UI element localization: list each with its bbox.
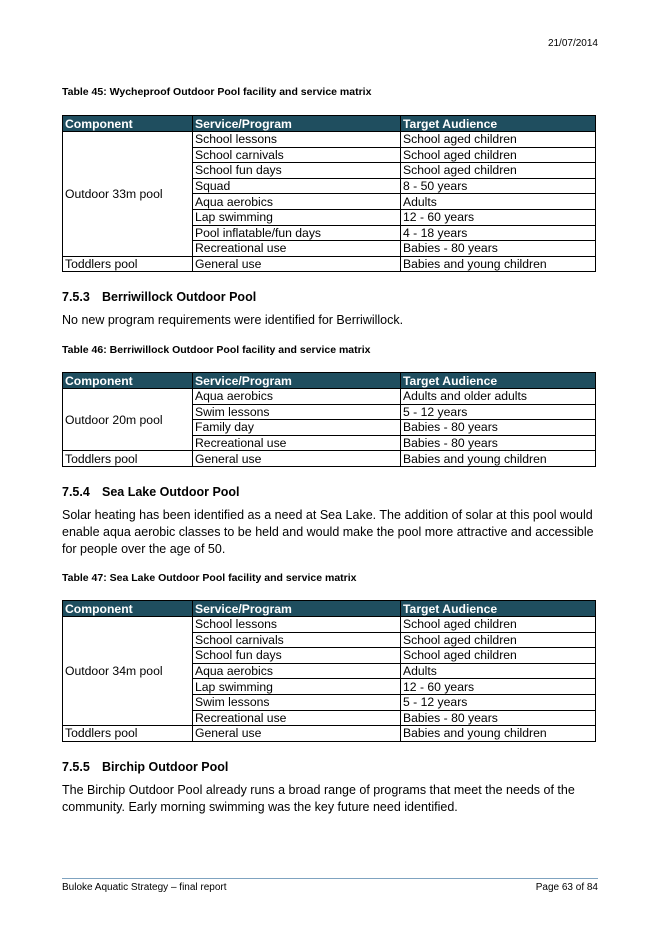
column-header: Service/Program [193,116,401,132]
service-cell: School carnivals [193,147,401,163]
table-47-caption: Table 47: Sea Lake Outdoor Pool facility and service matrix [62,572,357,584]
footer-report-title: Buloke Aquatic Strategy – final report [62,882,227,893]
column-header: Component [63,373,193,389]
component-cell: Toddlers pool [63,726,193,742]
column-header: Service/Program [193,373,401,389]
service-cell: Lap swimming [193,679,401,695]
audience-cell: 5 - 12 years [401,404,596,420]
section-7-5-3-heading [62,290,256,304]
audience-cell: Adults [401,663,596,679]
section-7-5-3-text: No new program requirements were identified for Berriwillock. [62,313,404,327]
column-header: Component [63,116,193,132]
table-row [63,389,596,405]
audience-cell: Babies and young children [401,726,596,742]
service-cell: School carnivals [193,632,401,648]
table-header-row [63,373,596,389]
audience-cell: 12 - 60 years [401,209,596,225]
section-7-5-4-heading [62,485,240,499]
component-cell: Outdoor 33m pool [63,132,193,257]
service-cell: School lessons [193,132,401,148]
audience-cell: School aged children [401,648,596,664]
column-header: Component [63,601,193,617]
service-cell: Aqua aerobics [193,389,401,405]
component-cell: Toddlers pool [63,256,193,272]
section-7-5-4-text: Solar heating has been identified as a need at Sea Lake. The addition of solar at this pool would enable aqua aerobic classes to be held and would make the pool more attractive and accessible for people over the age of 50. [62,508,594,556]
service-cell: General use [193,451,401,467]
audience-cell: Babies and young children [401,256,596,272]
service-cell: Swim lessons [193,694,401,710]
section-number: 7.5.5 [62,760,90,774]
audience-cell: Adults and older adults [401,389,596,405]
section-7-5-5-heading [62,760,228,774]
section-title: Birchip Outdoor Pool [102,760,229,774]
audience-cell: 8 - 50 years [401,178,596,194]
table-row [63,132,596,148]
service-cell: General use [193,256,401,272]
audience-cell: Babies - 80 years [401,420,596,436]
audience-cell: Babies - 80 years [401,435,596,451]
section-title: Berriwillock Outdoor Pool [102,290,257,304]
audience-cell: School aged children [401,132,596,148]
table-row [63,451,596,467]
footer-page-number: Page 63 of 84 [535,882,598,893]
column-header: Service/Program [193,601,401,617]
component-cell: Outdoor 20m pool [63,389,193,451]
service-cell: Swim lessons [193,404,401,420]
service-cell: School fun days [193,163,401,179]
section-number: 7.5.3 [62,290,90,304]
audience-cell: School aged children [401,632,596,648]
service-cell: School lessons [193,617,401,633]
audience-cell: 4 - 18 years [401,225,596,241]
service-cell: Squad [193,178,401,194]
audience-cell: School aged children [401,163,596,179]
service-cell: Family day [193,420,401,436]
audience-cell: 12 - 60 years [401,679,596,695]
column-header: Target Audience [401,373,596,389]
footer-divider [62,878,598,879]
column-header: Target Audience [401,116,596,132]
report-date: 21/07/2014 [547,38,598,49]
service-cell: Aqua aerobics [193,663,401,679]
audience-cell: School aged children [401,617,596,633]
table-47 [62,600,596,742]
audience-cell: Babies - 80 years [401,710,596,726]
service-cell: Pool inflatable/fun days [193,225,401,241]
service-cell: Recreational use [193,435,401,451]
table-header-row [63,116,596,132]
section-number: 7.5.4 [62,485,90,499]
audience-cell: Babies - 80 years [401,241,596,257]
table-45 [62,115,596,272]
table-45-caption: Table 45: Wycheproof Outdoor Pool facility and service matrix [62,86,372,98]
service-cell: Lap swimming [193,209,401,225]
audience-cell: Babies and young children [401,451,596,467]
section-7-5-5-text: The Birchip Outdoor Pool already runs a broad range of programs that meet the needs of the community. Early morning swimming was the key future need identified. [62,783,575,814]
table-header-row [63,601,596,617]
audience-cell: 5 - 12 years [401,694,596,710]
service-cell: School fun days [193,648,401,664]
service-cell: General use [193,726,401,742]
component-cell: Outdoor 34m pool [63,617,193,726]
service-cell: Recreational use [193,241,401,257]
audience-cell: School aged children [401,147,596,163]
service-cell: Recreational use [193,710,401,726]
table-row [63,617,596,633]
table-46 [62,372,596,467]
column-header: Target Audience [401,601,596,617]
component-cell: Toddlers pool [63,451,193,467]
table-row [63,726,596,742]
audience-cell: Adults [401,194,596,210]
service-cell: Aqua aerobics [193,194,401,210]
table-46-caption: Table 46: Berriwillock Outdoor Pool facility and service matrix [62,344,371,356]
section-title: Sea Lake Outdoor Pool [102,485,240,499]
table-row [63,256,596,272]
